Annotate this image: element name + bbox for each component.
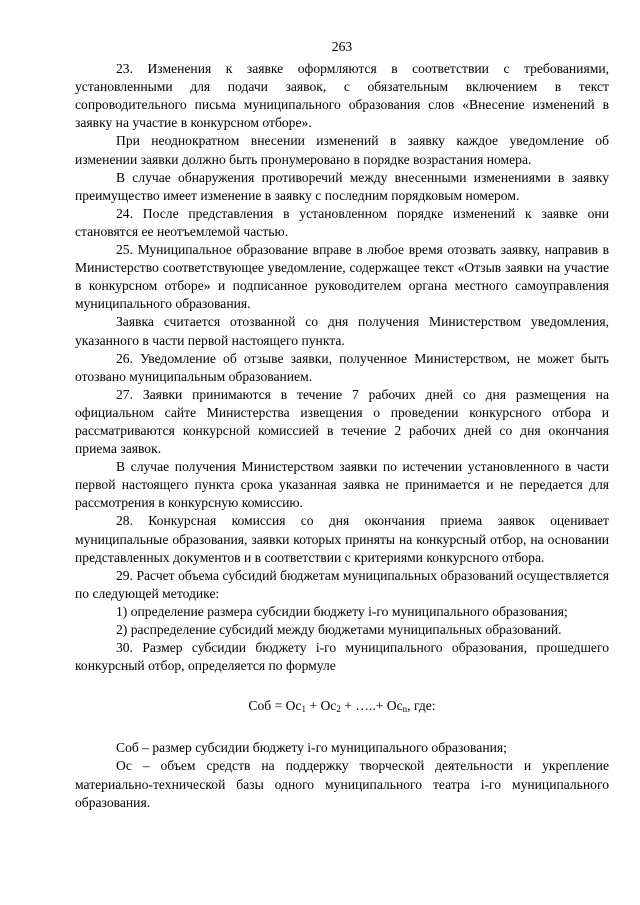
paragraph-27-late: В случае получения Министерством заявки по истечении установленного в части первой настоящего пункта срока указанная заявка не принимается и не передается для рассмотрения в конкурсную комиссию. (75, 459, 609, 511)
definition-sob: Соб – размер субсидии бюджету i-го муниципального образования; (116, 740, 507, 756)
formula-tail: , где: (407, 698, 436, 714)
subsidy-formula (75, 697, 609, 715)
formula-mid: + …..+ Ос (340, 698, 403, 714)
formula-sub-2: 2 (336, 704, 341, 715)
formula-lhs: Соб = Ос (248, 698, 302, 714)
paragraph-29-item-1: 1) определение размера субсидии бюджету i-го муниципального образования; (116, 603, 568, 619)
paragraph-23: 23. Изменения к заявке оформляются в соответствии с требованиями, установленными для подачи заявок, с обязательным включением в текст сопроводительного письма муниципального образования слов «Внесение изменений в заявку на участие в конкурсном отборе». (75, 61, 609, 131)
paragraph-29: 29. Расчет объема субсидий бюджетам муниципальных образований осуществляется по следующей методике: (75, 567, 609, 601)
document-page (75, 38, 609, 812)
page-number: 263 (331, 39, 353, 54)
formula-sub-1: 1 (301, 704, 307, 715)
paragraph-25-withdrawn: Заявка считается отозванной со дня получения Министерством уведомления, указанного в части первой настоящего пункта. (75, 314, 609, 348)
paragraph-25: 25. Муниципальное образование вправе в любое время отозвать заявку, направив в Министерство соответствующее уведомление, содержащее текст «Отзыв заявки на участие в конкурсном отборе» и подписанное руководителем органа местного самоуправления муниципального образования. (75, 242, 609, 312)
formula-plus-1: + Ос (306, 698, 337, 714)
formula-sub-n: n (402, 704, 408, 715)
paragraph-23-repeated-changes: При неоднократном внесении изменений в заявку каждое уведомление об изменении заявки должно быть пронумеровано в порядке возрастания номера. (75, 133, 609, 167)
paragraph-23-contradictions: В случае обнаружения противоречий между внесенными изменениями в заявку преимущество имеет изменение в заявку с последним порядковым номером. (75, 169, 609, 203)
paragraph-24: 24. После представления в установленном порядке изменений к заявке они становятся ее неотъемлемой частью. (75, 205, 609, 239)
definition-os: Ос – объем средств на поддержку творческой деятельности и укрепление материально-технической базы одного муниципального театра i-го муниципального образования. (75, 758, 609, 810)
paragraph-28: 28. Конкурсная комиссия со дня окончания приема заявок оценивает муниципальные образования, заявки которых приняты на конкурсный отбор, на основании представленных документов и в соответствии с критериями конкурсного отбора. (75, 513, 609, 565)
paragraph-30: 30. Размер субсидии бюджету i-го муниципального образования, прошедшего конкурсный отбор, определяется по формуле (75, 640, 609, 674)
paragraph-29-item-2: 2) распределение субсидий между бюджетами муниципальных образований. (116, 622, 562, 637)
paragraph-27: 27. Заявки принимаются в течение 7 рабочих дней со дня размещения на официальном сайте Министерства извещения о проведении конкурсного отбора и рассматриваются конкурсной комиссией в течение 2 рабочих дней со дня окончания приема заявок. (75, 386, 609, 457)
paragraph-26: 26. Уведомление об отзыве заявки, полученное Министерством, не может быть отозвано муниципальным образованием. (75, 350, 609, 384)
